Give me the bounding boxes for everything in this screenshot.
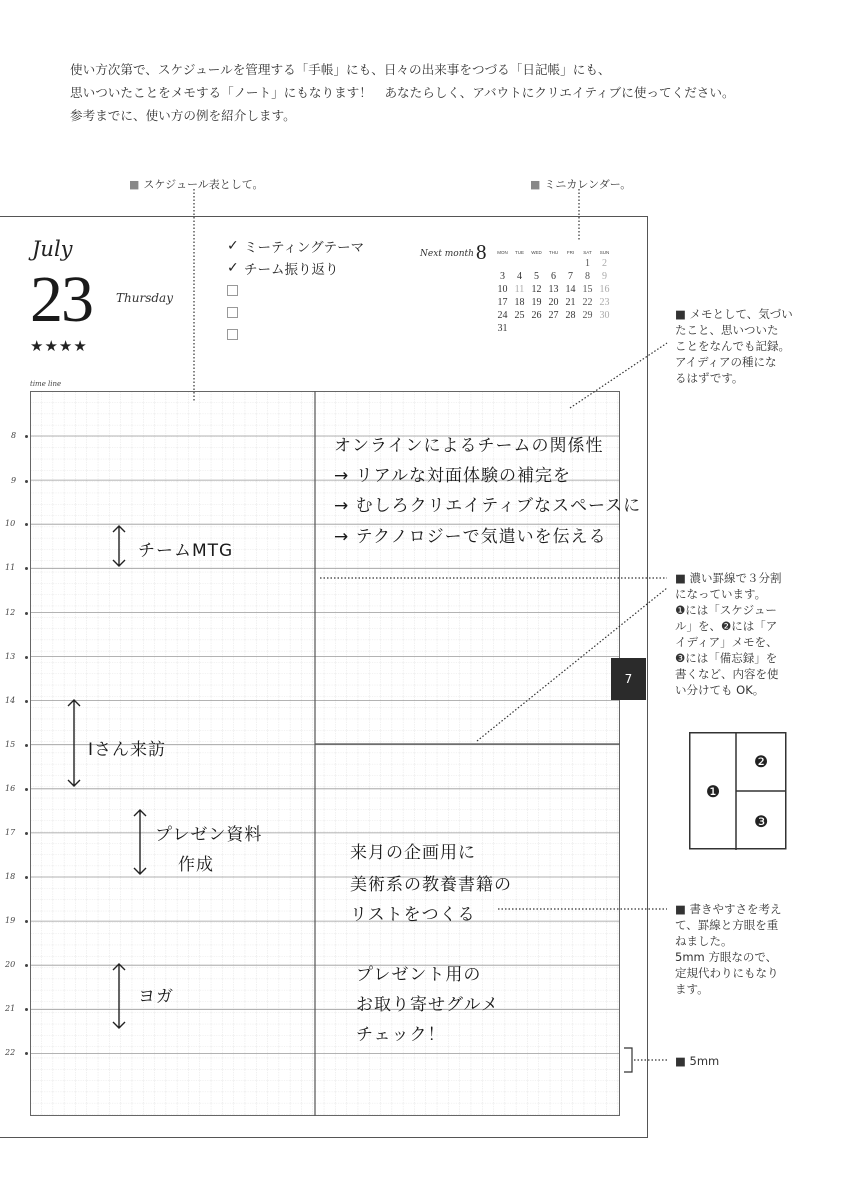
- intro-line: 使い方次第で、スケジュールを管理する「手帳」にも、日々の出来事をつづる「日記帳」にも、: [70, 62, 611, 77]
- calendar-day: 6: [551, 271, 556, 282]
- calendar-day: 12: [531, 284, 542, 295]
- side-note-line: たこと、思いついた: [675, 323, 779, 337]
- calendar-day: 4: [517, 271, 522, 282]
- calendar-day: 30: [599, 310, 610, 321]
- side-note-line: ねました。: [675, 934, 733, 948]
- weekday-name: Thursday: [116, 291, 173, 305]
- label-schedule-text: スケジュール表として。: [143, 178, 264, 191]
- calendar-day: 27: [548, 310, 559, 321]
- hour-text: 20: [5, 960, 16, 969]
- size-bracket: [624, 1048, 632, 1072]
- side-note-line: ■ 書きやすさを考え: [675, 902, 782, 916]
- side-note-line: い分けても OK。: [675, 683, 765, 697]
- calendar-day: 18: [514, 297, 525, 308]
- calendar-day: 25: [514, 310, 525, 321]
- side-note-line: ことをなんでも記録。: [675, 339, 790, 353]
- memo-line: 来月の企画用に: [350, 843, 476, 863]
- intro-line: 参考までに、使い方の例を紹介します。: [70, 108, 296, 123]
- side-note-line: て、罫線と方眼を重: [675, 918, 779, 932]
- side-note-line: 定規代わりにもなり: [675, 966, 779, 980]
- hour-text: 11: [5, 563, 16, 572]
- page-index-tab[interactable]: 7: [611, 658, 646, 700]
- leader-memo: [570, 343, 667, 408]
- side-note-line: 5mm 方眼なので、: [675, 950, 778, 964]
- side-note-memo: [675, 306, 835, 386]
- schedule-entry: ヨガ: [138, 987, 174, 1007]
- next-month-label: Next month: [420, 249, 474, 259]
- hour-text: 8: [11, 431, 17, 440]
- side-note-line: ■ メモとして、気づい: [675, 307, 793, 321]
- calendar-day: 24: [497, 310, 508, 321]
- arrow-mtg: [113, 526, 125, 566]
- calendar-day: 15: [582, 284, 593, 295]
- side-note-line: になっています。: [675, 587, 767, 601]
- side-note-line: ■ 濃い罫線で３分割: [675, 571, 782, 585]
- calendar-weekday: TUE: [515, 249, 524, 255]
- day-number: 23: [30, 263, 92, 336]
- arrow-presentation: [134, 810, 146, 874]
- check-icon: ✓: [227, 260, 239, 276]
- memo-line: お取り寄せグルメ: [356, 995, 499, 1015]
- schedule-entry: Iさん来訪: [88, 740, 167, 760]
- calendar-day: 26: [531, 310, 542, 321]
- hour-text: 14: [5, 696, 16, 705]
- calendar-day: 28: [565, 310, 576, 321]
- calendar-day: 21: [565, 297, 576, 308]
- side-note-line: ❶には「スケジュー: [675, 603, 777, 617]
- idea-line: → むしろクリエイティブなスペースに: [334, 496, 642, 516]
- next-month-number: 8: [476, 240, 487, 264]
- check-icon: ✓: [227, 238, 239, 254]
- side-note-line: るはずです。: [675, 371, 744, 385]
- diagram-number-3: ❸: [753, 812, 769, 831]
- calendar-day: 11: [514, 284, 525, 295]
- hour-text: 18: [5, 872, 16, 881]
- calendar-day: 16: [599, 284, 610, 295]
- calendar-weekday: THU: [548, 249, 559, 255]
- calendar-day: 31: [497, 323, 508, 334]
- memo-line: リストをつくる: [350, 905, 476, 925]
- hour-text: 15: [5, 740, 16, 749]
- calendar-day: 9: [602, 271, 607, 282]
- calendar-weekday: WED: [531, 249, 542, 255]
- hour-text: 10: [5, 519, 16, 528]
- calendar-day: 7: [568, 271, 573, 282]
- rating-stars: ★★★★: [30, 337, 88, 355]
- diagram-number-1: ❶: [705, 782, 721, 801]
- calendar-weekday: FRI: [566, 249, 575, 255]
- hour-text: 22: [5, 1048, 16, 1057]
- idea-line: → テクノロジーで気遣いを伝える: [334, 527, 607, 547]
- diagram-number-2: ❷: [753, 752, 769, 771]
- schedule-arrows: [68, 526, 146, 1028]
- hour-text: 12: [5, 608, 16, 617]
- idea-line: → リアルな対面体験の補完を: [334, 466, 571, 486]
- hour-text: 9: [11, 476, 17, 485]
- side-note-line: ル」を、❷には「ア: [675, 619, 778, 633]
- hour-text: 21: [5, 1004, 16, 1013]
- calendar-day: 19: [531, 297, 542, 308]
- memo-line: プレゼント用の: [356, 965, 482, 985]
- bullet-square: ■: [129, 178, 140, 191]
- hour-text: 16: [5, 784, 16, 793]
- calendar-day: 29: [582, 310, 593, 321]
- month-name: July: [32, 237, 73, 261]
- division-diagram: [689, 732, 789, 852]
- hour-text: 17: [5, 828, 16, 837]
- intro-line: 思いついたことをメモする「ノート」にもなります！ あなたらしく、アバウトにクリエイティブに使ってください。: [70, 85, 735, 100]
- memo-line: チェック！: [356, 1025, 446, 1045]
- calendar-weekday: SUN: [599, 249, 610, 255]
- calendar-day: 14: [565, 284, 576, 295]
- calendar-day: 3: [500, 271, 505, 282]
- hour-text: 19: [5, 916, 16, 925]
- calendar-weekday: SAT: [583, 249, 592, 255]
- todo-text: チーム振り返り: [244, 262, 339, 278]
- calendar-day: 1: [585, 258, 590, 269]
- calendar-day: 17: [497, 297, 508, 308]
- side-note-division: [675, 570, 840, 698]
- calendar-day: 23: [599, 297, 610, 308]
- calendar-day: 2: [602, 258, 607, 269]
- side-note-size: ■ 5mm: [675, 1054, 720, 1068]
- arrow-yoga: [113, 964, 125, 1028]
- calendar-day: 5: [534, 271, 539, 282]
- schedule-entry: チームMTG: [138, 541, 234, 561]
- schedule-entry: 作成: [178, 855, 214, 875]
- timeline-label: time line: [30, 380, 62, 388]
- calendar-day: 20: [548, 297, 559, 308]
- side-note-line: ます。: [675, 982, 709, 996]
- todo-text: ミーティングテーマ: [244, 240, 365, 256]
- side-note-grid: [675, 901, 840, 997]
- schedule-entry: プレゼン資料: [155, 825, 263, 845]
- side-note-line: 書くなど、内容を使: [675, 667, 779, 681]
- calendar-day: 10: [497, 284, 508, 295]
- leader-lines: [194, 189, 667, 1060]
- hour-text: 13: [5, 652, 16, 661]
- side-note-line: アイディアの種にな: [675, 355, 777, 369]
- calendar-day: 22: [582, 297, 593, 308]
- bullet-square: ■: [530, 178, 541, 191]
- side-note-line: ❸には「備忘録」を: [675, 651, 778, 665]
- idea-line: オンラインによるチームの関係性: [334, 436, 604, 456]
- memo-line: 美術系の教養書籍の: [350, 875, 512, 895]
- side-note-line: イディア」メモを、: [675, 635, 778, 649]
- label-minicalendar-text: ミニカレンダー。: [544, 178, 632, 191]
- calendar-weekday: MON: [497, 249, 508, 255]
- arrow-visit: [68, 700, 80, 786]
- calendar-day: 13: [548, 284, 559, 295]
- calendar-day: 8: [585, 271, 590, 282]
